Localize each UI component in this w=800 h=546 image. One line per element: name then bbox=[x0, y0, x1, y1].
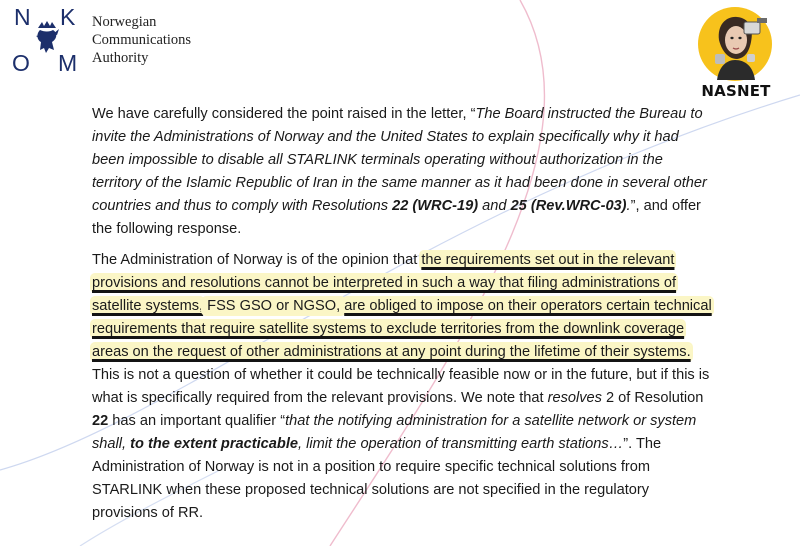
paragraph-2 bbox=[92, 249, 760, 525]
text-run: We have carefully considered the point raised in the letter, “ bbox=[92, 106, 476, 122]
text-line bbox=[92, 318, 760, 341]
nkom-logo bbox=[8, 4, 82, 74]
letter-body bbox=[92, 103, 760, 525]
highlighted-text: provisions and resolutions cannot be interpreted in such a way that filing administrations of bbox=[92, 275, 677, 291]
highlighted-text: are obliged to impose on their operators certain technical bbox=[344, 298, 712, 314]
quote-line: been impossible to disable all STARLINK terminals operating without authorization in the bbox=[92, 152, 663, 168]
emphasis-run: to the extent practicable bbox=[130, 436, 298, 452]
text-run: The Administration of Norway is of the opinion that bbox=[92, 252, 422, 268]
highlighted-text: areas on the request of other administrations at any point during the lifetime of their systems. bbox=[92, 344, 691, 360]
highlighted-text: the requirements set out in the relevant bbox=[421, 252, 675, 268]
nasnet-avatar-icon bbox=[697, 6, 773, 82]
text-line bbox=[92, 272, 760, 295]
text-line bbox=[92, 433, 760, 456]
quote-run: shall, bbox=[92, 436, 131, 452]
text-line bbox=[92, 103, 760, 126]
highlighted-text: satellite systems, bbox=[92, 298, 204, 314]
nasnet-label: NASNET bbox=[701, 82, 771, 100]
quote-run: , limit the operation of transmitting earth stations… bbox=[298, 436, 624, 452]
italic-run: resolves bbox=[547, 390, 602, 406]
authority-line: Authority bbox=[92, 50, 149, 66]
quote-run: . bbox=[626, 198, 631, 214]
text-run: ”. The bbox=[623, 436, 662, 452]
highlighted-plain-text: FSS GSO or NGSO, bbox=[203, 298, 345, 314]
authority-line: Communications bbox=[92, 32, 192, 48]
text-run: 2 of Resolution bbox=[601, 390, 704, 406]
quote-run: countries and thus to comply with Resolutions bbox=[92, 198, 393, 214]
text-line bbox=[92, 295, 760, 318]
text-line bbox=[92, 410, 760, 433]
text-line bbox=[92, 195, 760, 218]
text-line bbox=[92, 249, 760, 272]
logo-letter-k: K bbox=[60, 4, 76, 30]
norwegian-lion-icon bbox=[34, 20, 60, 54]
resolution-ref: 25 (Rev.WRC-03) bbox=[510, 198, 627, 214]
logo-letter-o: O bbox=[12, 50, 30, 76]
text-line: Administration of Norway is not in a position to require specific technical solutions from bbox=[92, 459, 651, 475]
text-line: STARLINK when these proposed technical solutions are not specified in the regulatory bbox=[92, 482, 650, 498]
resolution-ref: 22 (WRC-19) bbox=[392, 198, 479, 214]
quote-line: invite the Administrations of Norway and the United States to explain specifically why it had bbox=[92, 129, 679, 145]
text-line bbox=[92, 387, 760, 410]
text-line: the following response. bbox=[92, 221, 242, 237]
text-run: ”, and offer bbox=[630, 198, 701, 214]
quote-run: that the notifying administration for a satellite network or system bbox=[285, 413, 697, 429]
highlighted-text: requirements that require satellite systems to exclude territories from the downlink coverage bbox=[92, 321, 685, 337]
authority-line: Norwegian bbox=[92, 14, 157, 30]
text-line: This is not a question of whether it could be technically feasible now or in the future, but if this is bbox=[92, 367, 710, 383]
text-run: has an important qualifier “ bbox=[108, 413, 286, 429]
resolution-ref: 22 bbox=[92, 413, 109, 429]
text-line bbox=[92, 341, 760, 364]
paragraph-1 bbox=[92, 103, 760, 241]
quote-line: territory of the Islamic Republic of Iran in the same manner as it had been done in several other bbox=[92, 175, 707, 191]
quote-run: The Board instructed the Bureau to bbox=[475, 106, 703, 122]
logo-letter-m: M bbox=[58, 50, 78, 76]
authority-name bbox=[92, 13, 191, 67]
logo-letter-n: N bbox=[14, 4, 31, 30]
text-line: provisions of RR. bbox=[92, 505, 204, 521]
text-run: what is specifically required from the relevant provisions. We note that bbox=[92, 390, 548, 406]
quote-run: and bbox=[478, 198, 511, 214]
